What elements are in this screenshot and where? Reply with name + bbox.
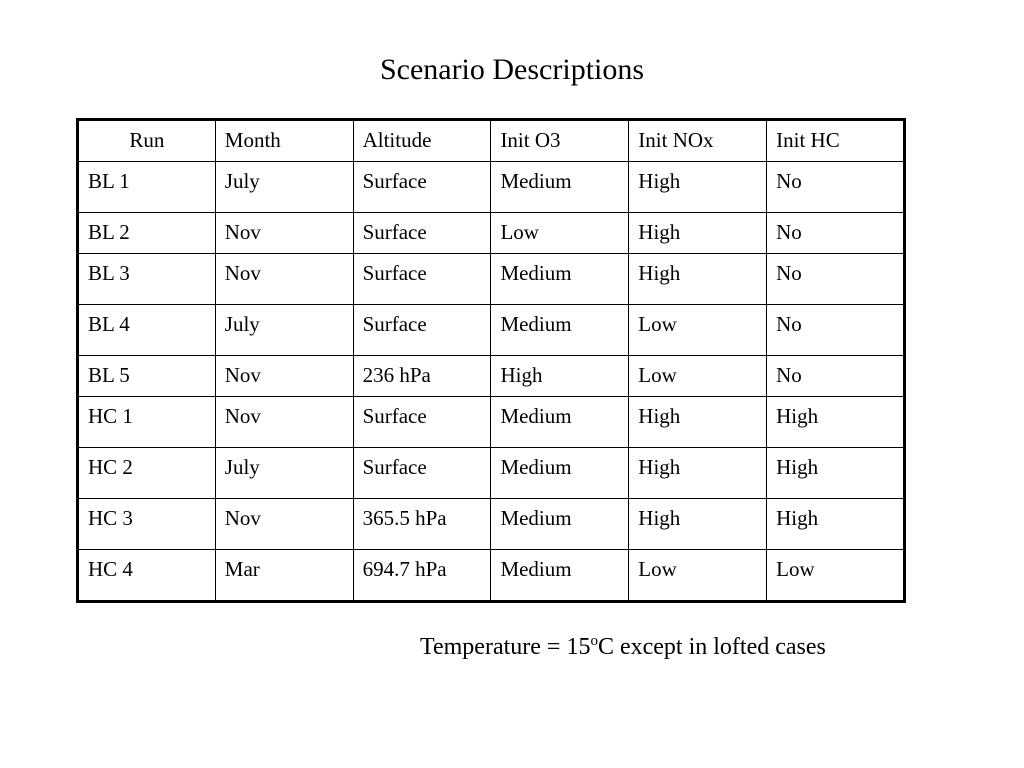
table-cell: High — [767, 397, 905, 448]
table-cell: High — [629, 254, 767, 305]
table-cell: Nov — [215, 213, 353, 254]
table-cell: Surface — [353, 254, 491, 305]
page-title: Scenario Descriptions — [379, 53, 645, 86]
table-cell: Surface — [353, 305, 491, 356]
table-cell: Nov — [215, 499, 353, 550]
table-cell: No — [767, 162, 905, 213]
table-cell: High — [629, 499, 767, 550]
table-cell: Nov — [215, 254, 353, 305]
table-cell: Low — [491, 213, 629, 254]
table-cell: Surface — [353, 448, 491, 499]
table-row — [78, 305, 905, 356]
table-cell: High — [629, 213, 767, 254]
table-cell: Nov — [215, 397, 353, 448]
table-row — [78, 356, 905, 397]
table-row — [78, 254, 905, 305]
table-cell: Medium — [491, 254, 629, 305]
degree-superscript: o — [590, 633, 598, 649]
table-cell: Medium — [491, 397, 629, 448]
table-cell: HC 1 — [78, 397, 216, 448]
table-cell: No — [767, 254, 905, 305]
table-cell: No — [767, 356, 905, 397]
table-row — [78, 213, 905, 254]
table-cell: No — [767, 213, 905, 254]
table-row — [78, 499, 905, 550]
table-cell: July — [215, 162, 353, 213]
table-cell: Low — [629, 356, 767, 397]
table-cell: BL 3 — [78, 254, 216, 305]
table-cell: High — [767, 448, 905, 499]
column-header-altitude: Altitude — [353, 120, 491, 162]
table-cell: Mar — [215, 550, 353, 602]
table-cell: Low — [767, 550, 905, 602]
table-cell: Surface — [353, 213, 491, 254]
column-header-init-hc: Init HC — [767, 120, 905, 162]
table-cell: Nov — [215, 356, 353, 397]
table-cell: HC 3 — [78, 499, 216, 550]
table-cell: HC 4 — [78, 550, 216, 602]
table-cell: Medium — [491, 448, 629, 499]
table-row — [78, 550, 905, 602]
temperature-footnote — [420, 631, 826, 663]
column-header-run: Run — [78, 120, 216, 162]
table-row — [78, 397, 905, 448]
table-cell: High — [629, 448, 767, 499]
table-cell: BL 2 — [78, 213, 216, 254]
table-cell: Medium — [491, 162, 629, 213]
table-cell: 236 hPa — [353, 356, 491, 397]
table-cell: 694.7 hPa — [353, 550, 491, 602]
table-cell: July — [215, 448, 353, 499]
footnote-suffix: C except in lofted cases — [597, 634, 826, 660]
column-header-init-nox: Init NOx — [629, 120, 767, 162]
table-cell: Low — [629, 550, 767, 602]
table-cell: HC 2 — [78, 448, 216, 499]
table-cell: BL 1 — [78, 162, 216, 213]
table-cell: High — [629, 162, 767, 213]
table-cell: Medium — [491, 499, 629, 550]
table-row — [78, 162, 905, 213]
scenario-table — [76, 118, 906, 603]
table-cell: BL 4 — [78, 305, 216, 356]
table-cell: Surface — [353, 162, 491, 213]
table-cell: High — [629, 397, 767, 448]
table-cell: High — [767, 499, 905, 550]
table-cell: July — [215, 305, 353, 356]
table-cell: No — [767, 305, 905, 356]
table-cell: 365.5 hPa — [353, 499, 491, 550]
column-header-init-o3: Init O3 — [491, 120, 629, 162]
table-header-row — [78, 120, 905, 162]
column-header-month: Month — [215, 120, 353, 162]
table-cell: Surface — [353, 397, 491, 448]
table-row — [78, 448, 905, 499]
table-cell: Low — [629, 305, 767, 356]
footnote-prefix: Temperature = 15 — [420, 634, 591, 660]
table-cell: Medium — [491, 550, 629, 602]
table-cell: High — [491, 356, 629, 397]
table-cell: Medium — [491, 305, 629, 356]
table-cell: BL 5 — [78, 356, 216, 397]
